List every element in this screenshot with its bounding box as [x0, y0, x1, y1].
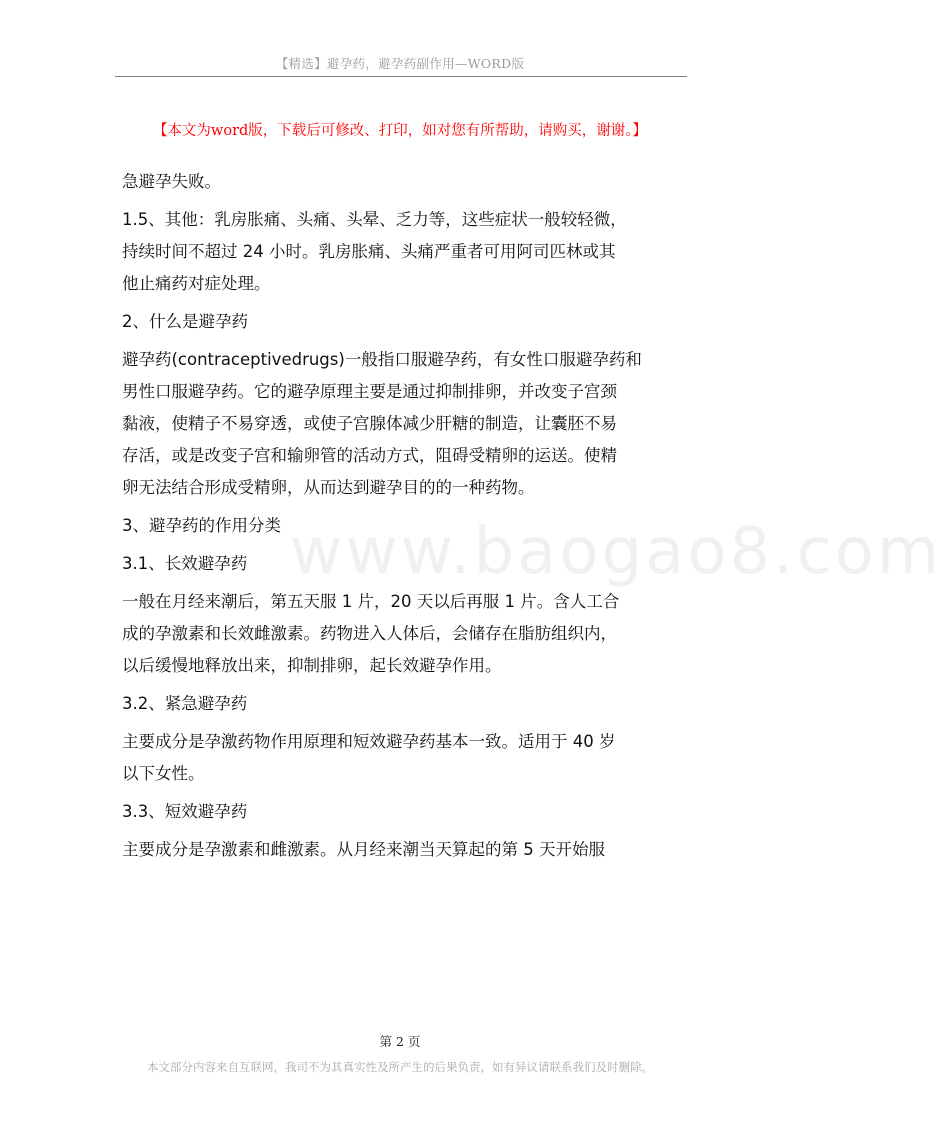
subsection-heading: 3.3、短效避孕药: [122, 802, 248, 821]
paragraph-line: 黏液，使精子不易穿透，或使子宫腺体减少肝糖的制造，让囊胚不易: [122, 414, 617, 433]
page-header: 【精选】避孕药，避孕药副作用—WORD版: [275, 56, 525, 71]
footer-disclaimer: 本文部分内容来自互联网，我司不为其真实性及所产生的后果负责，如有异议请联系我们及时删除。: [147, 1060, 653, 1074]
watermark: www.baogao8.com: [290, 515, 942, 589]
section-heading: 3、避孕药的作用分类: [122, 516, 281, 535]
paragraph-line: 避孕药(contraceptivedrugs)一般指口服避孕药，有女性口服避孕药和: [122, 350, 642, 369]
paragraph-line: 主要成分是孕激素和雌激素。从月经来潮当天算起的第 5 天开始服: [122, 840, 605, 859]
section-heading: 2、什么是避孕药: [122, 312, 248, 331]
paragraph-line: 成的孕激素和长效雌激素。药物进入人体后，会储存在脂肪组织内，: [122, 624, 617, 643]
document-body: [122, 166, 680, 866]
notice-banner: 【本文为word版，下载后可修改、打印，如对您有所帮助，请购买，谢谢。】: [152, 123, 648, 139]
subsection-heading: 3.1、长效避孕药: [122, 554, 248, 573]
paragraph-line: 男性口服避孕药。它的避孕原理主要是通过抑制排卵，并改变子宫颈: [122, 382, 617, 401]
paragraph-line: 以下女性。: [122, 764, 205, 783]
paragraph-line: 卵无法结合形成受精卵，从而达到避孕目的的一种药物。: [122, 478, 535, 497]
paragraph-line: 一般在月经来潮后，第五天服 1 片，20 天以后再服 1 片。含人工合: [122, 592, 620, 611]
paragraph-line: 以后缓慢地释放出来，抑制排卵，起长效避孕作用。: [122, 656, 502, 675]
page-number: 第 2 页: [379, 1034, 421, 1049]
header-divider: [115, 76, 687, 77]
paragraph-line: 存活，或是改变子宫和输卵管的活动方式，阻碍受精卵的运送。使精: [122, 446, 617, 465]
paragraph-line: 1.5、其他：乳房胀痛、头痛、头晕、乏力等，这些症状一般较轻微，: [122, 210, 627, 229]
paragraph-line: 他止痛药对症处理。: [122, 274, 271, 293]
paragraph-line: 持续时间不超过 24 小时。乳房胀痛、头痛严重者可用阿司匹林或其: [122, 242, 616, 261]
paragraph-line: 主要成分是孕激药物作用原理和短效避孕药基本一致。适用于 40 岁: [122, 732, 616, 751]
paragraph-line: 急避孕失败。: [122, 172, 221, 191]
subsection-heading: 3.2、紧急避孕药: [122, 694, 248, 713]
